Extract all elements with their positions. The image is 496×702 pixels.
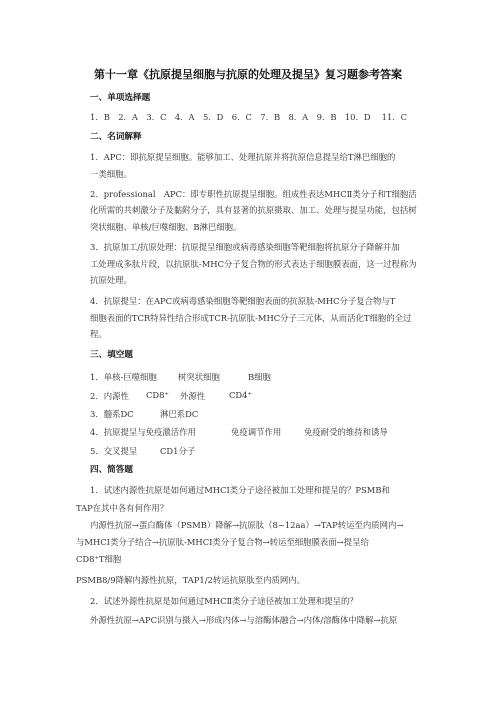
fill-blank-answer: 4．抗原提呈与免疫激活作用: [90, 427, 196, 437]
term-line: 2．professional APC：即专职性抗原提呈细胞。组成性表达MHCⅡ类分子和T细胞活: [90, 189, 417, 199]
fill-blank-answer: 1．单核-巨噬细胞: [90, 372, 157, 382]
fill-blank-answer: 3．髓系DC: [90, 409, 134, 419]
fill-blank-answer: CD4⁺: [229, 390, 252, 400]
short-answer-line: 1．试述内源性抗原是如何通过MHCⅠ类分子途径被加工处理和提呈的？PSMB和: [90, 485, 390, 495]
section-heading-single-choice: 一、单项选择题: [90, 93, 151, 103]
term-line: 程。: [90, 329, 107, 339]
document-title: 第十一章《抗原提呈细胞与抗原的处理及提呈》复习题参考答案: [94, 68, 402, 81]
short-answer-line: PSMB8/9降解内源性抗原，TAP1/2转运抗原肽至内质网内。: [76, 575, 305, 585]
short-answer-line: 内源性抗原→蛋白酶体（PSMB）降解→抗原肽（8~12aa）→TAP转运至内质网内→: [90, 520, 404, 530]
term-line: 工处理成多肽片段，以抗原肽-MHC分子复合物的形式表达于细胞膜表面，这一过程称为: [90, 259, 417, 269]
fill-blank-answer: 免疫调节作用: [231, 427, 282, 437]
fill-blank-answer: 外源性: [180, 391, 206, 401]
short-answer-line: 外源性抗原→APC识别与摄入→形成内体→与溶酶体融合→内体/溶酶体中降解→抗原: [90, 615, 398, 625]
term-line: 一类细胞。: [90, 169, 132, 179]
term-line: 抗原处理。: [90, 275, 132, 285]
fill-blank-answer: 淋巴系DC: [160, 409, 199, 419]
fill-blank-answer: CD1分子: [160, 446, 196, 456]
term-line: 3．抗原加工/抗原处理：抗原提呈细胞或病毒感染细胞等靶细胞将抗原分子降解并加: [90, 242, 400, 252]
term-line: 4．抗原提呈：在APC或病毒感染细胞等靶细胞表面的抗原肽-MHC分子复合物与T: [90, 296, 396, 306]
term-line: 细胞表面的TCR特异性结合形成TCR-抗原肽-MHC分子三元体，从而活化T细胞的全过: [90, 313, 412, 323]
term-line: 1．APC：即抗原提呈细胞。能够加工、处理抗原并将抗原信息提呈给T淋巴细胞的: [90, 152, 396, 162]
section-heading-term-explanation: 二、名词解释: [90, 132, 142, 142]
fill-blank-answer: 树突状细胞: [178, 372, 220, 382]
fill-blank-answer: 免疫耐受的维持和诱导: [304, 427, 388, 437]
fill-blank-answer: B细胞: [248, 372, 271, 382]
single-choice-answers: 1．B 2．A 3．C 4．A 5．D 6．C 7．B 8．A 9．B 10．D 11．C: [90, 112, 408, 122]
short-answer-line: TAP在其中各有何作用？: [76, 503, 169, 513]
term-line: 化所需的共刺激分子及黏附分子，具有显著的抗原摄取、加工、处理与提呈功能，包括树: [90, 205, 417, 215]
short-answer-line: CD8⁺T细胞: [76, 554, 122, 564]
fill-blank-answer: CD8⁺: [146, 390, 169, 400]
term-line: 突状细胞、单核/巨噬细胞、B淋巴细胞。: [90, 222, 242, 232]
section-heading-fill-blank: 三、填空题: [90, 350, 133, 360]
section-heading-short-answer: 四、简答题: [90, 465, 133, 475]
short-answer-line: 与MHCⅠ类分子结合→抗原肽-MHCⅠ类分子复合物→转运至细胞膜表面→提呈给: [76, 537, 369, 547]
fill-blank-answer: 5．交叉提呈: [90, 446, 138, 456]
fill-blank-answer: 2．内源性: [90, 391, 129, 401]
short-answer-line: 2．试述外源性抗原是如何通过MHCⅡ类分子途径被加工处理和提呈的？: [90, 596, 358, 606]
